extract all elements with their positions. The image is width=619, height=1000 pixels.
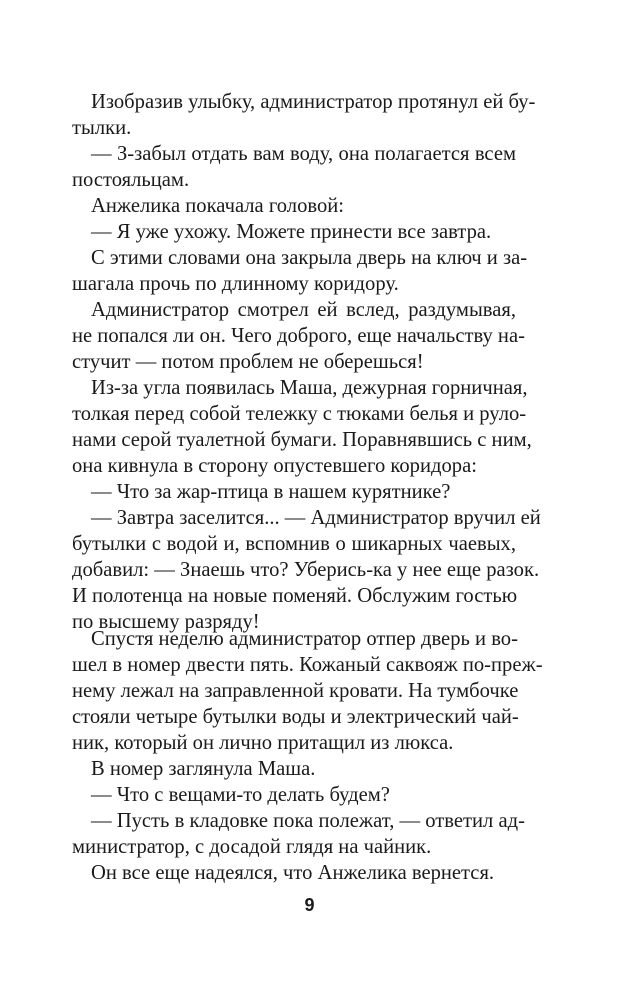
text-line: Спустя неделю администратор отпер дверь и во- [91, 628, 518, 650]
text-line: не попался ли он. Чего доброго, еще начальству на- [72, 325, 525, 347]
text-line: толкая перед собой тележку с тюками белья и руло- [72, 403, 527, 425]
text-line: нему лежал на заправленной кровати. На тумбочке [72, 680, 519, 702]
text-line: шагала прочь по длинному коридору. [72, 273, 399, 295]
text-line: С этими словами она закрыла дверь на ключ и за- [91, 247, 528, 269]
page-number: 9 [304, 895, 315, 915]
text-line: — Пусть в кладовке пока полежат, — ответил ад- [91, 810, 525, 832]
text-line: по высшему разряду! [72, 611, 260, 633]
text-line: Анжелика покачала головой: [91, 195, 344, 217]
text-line: Из-за угла появилась Маша, дежурная горничная, [91, 377, 528, 399]
text-line: — Завтра заселится... — Администратор вручил ей [91, 507, 541, 529]
text-line: стояли четыре бутылки воды и электрический чай- [72, 706, 519, 728]
text-line: бутылки с водой и, вспомнив о шикарных чаевых, [72, 533, 516, 555]
text-line: она кивнула в сторону опустевшего коридора: [72, 455, 477, 477]
text-line: — Я уже ухожу. Можете принести все завтра. [91, 221, 492, 243]
text-line: — З-забыл отдать вам воду, она полагается всем [91, 143, 516, 165]
text-line: тылки. [72, 117, 132, 139]
text-line: Он все еще надеялся, что Анжелика вернется. [91, 862, 495, 884]
text-line: нами серой туалетной бумаги. Поравнявшись с ним, [72, 429, 532, 451]
text-line: Изобразив улыбку, администратор протянул ей бу- [91, 91, 536, 113]
text-line: — Что за жар-птица в нашем курятнике? [91, 481, 451, 503]
text-line: — Что с вещами-то делать будем? [91, 784, 390, 806]
text-line: ник, который он лично притащил из люкса. [72, 732, 454, 754]
text-line: Администратор смотрел ей вслед, раздумывая, [91, 299, 516, 321]
text-line: постояльцам. [72, 169, 190, 191]
text-line: И полотенца на новые поменяй. Обслужим гостью [72, 585, 518, 607]
text-line: министратор, с досадой глядя на чайник. [72, 836, 432, 858]
text-line: стучит — потом проблем не оберешься! [72, 351, 424, 373]
text-line: добавил: — Знаешь что? Уберись-ка у нее еще разок. [72, 559, 540, 581]
text-line: В номер заглянула Маша. [91, 758, 316, 780]
text-line: шел в номер двести пять. Кожаный саквояж по-преж- [72, 654, 543, 676]
